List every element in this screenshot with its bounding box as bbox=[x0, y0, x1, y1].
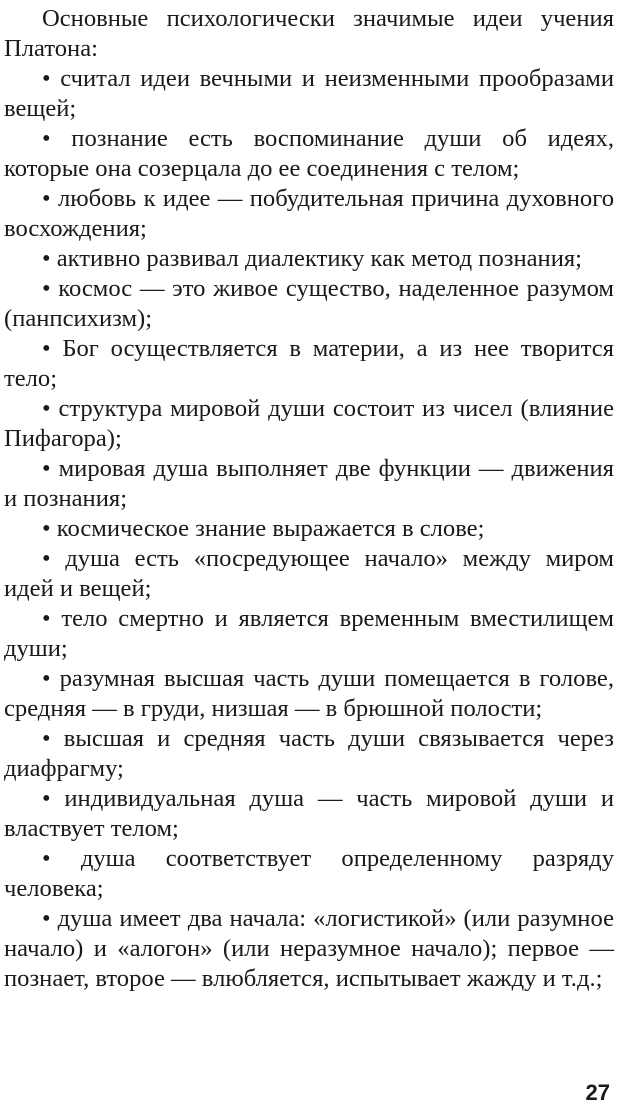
page-number: 27 bbox=[585, 1080, 610, 1105]
list-item: • Бог осуществляется в материи, а из нее творится тело; bbox=[4, 335, 614, 392]
list-item: • индивидуальная душа — часть мировой души и властвует телом; bbox=[4, 785, 614, 842]
list-item: • любовь к идее — побудительная причина духовного восхождения; bbox=[4, 185, 614, 242]
list-item: • разумная высшая часть души помещается в голове, средняя — в груди, низшая — в брюшной полости; bbox=[4, 665, 614, 722]
list-item: • активно развивал диалектику как метод познания; bbox=[42, 245, 583, 272]
list-item: • структура мировой души состоит из чисел (влияние Пифагора); bbox=[4, 395, 614, 452]
list-item: • душа соответствует определенному разряду человека; bbox=[4, 845, 614, 902]
list-item: • мировая душа выполняет две функции — движения и познания; bbox=[4, 455, 614, 512]
list-item: • считал идеи вечными и неизменными прообразами вещей; bbox=[4, 65, 614, 122]
page-body-text bbox=[4, 4, 614, 994]
list-item: • космос — это живое существо, наделенное разумом (панпсихизм); bbox=[4, 275, 614, 332]
list-item: • познание есть воспоминание души об идеях, которые она созерцала до ее соединения с телом; bbox=[4, 125, 614, 182]
list-item: • высшая и средняя часть души связывается через диафрагму; bbox=[4, 725, 614, 782]
list-item: • душа имеет два начала: «логистикой» (или разумное начало) и «алогон» (или неразумное начало); первое — познает, второе — влюбляется, испытывает жажду и т.д.; bbox=[4, 905, 614, 992]
list-item: • тело смертно и является временным вместилищем души; bbox=[4, 605, 614, 662]
list-item: • душа есть «посредующее начало» между миром идей и вещей; bbox=[4, 545, 614, 602]
intro-paragraph: Основные психологически значимые идеи учения Платона: bbox=[4, 5, 614, 62]
list-item: • космическое знание выражается в слове; bbox=[42, 515, 485, 542]
